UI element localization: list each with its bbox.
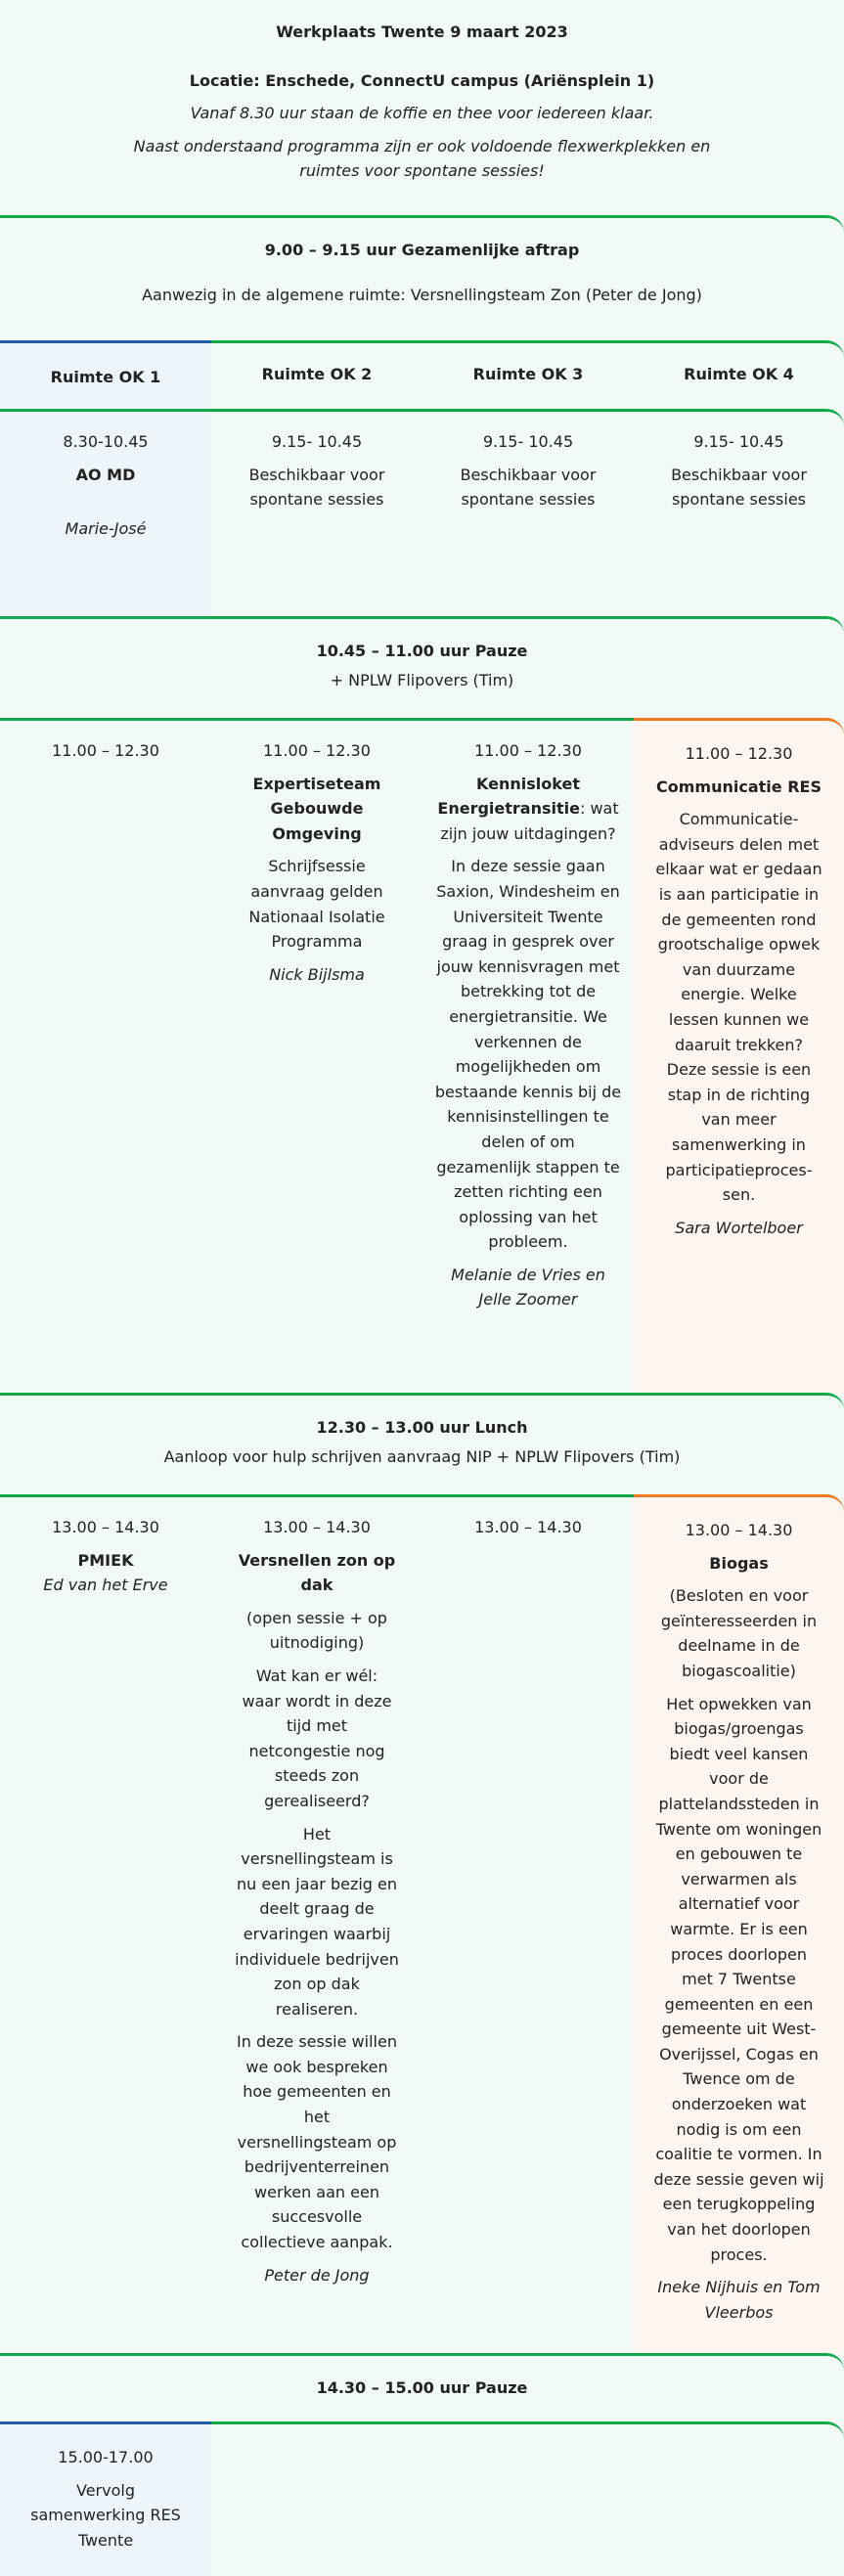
session-subtitle: (Besloten en voor geïnteresseerden in deelname in de biogascoalitie)	[660, 1586, 818, 1680]
session-time: 9.15- 10.45	[482, 432, 574, 451]
room-header-4: Ruimte OK 4	[684, 365, 794, 383]
opening-section	[0, 215, 844, 340]
session-pmiek	[0, 1497, 211, 2353]
room-header-1: Ruimte OK 1	[0, 340, 211, 409]
session-title: Expertiseteam Gebouwde Omgeving	[252, 774, 381, 843]
session-time: 11.00 – 12.30	[474, 741, 582, 760]
session-person: Marie-José	[65, 519, 147, 539]
intro-section	[0, 0, 844, 215]
opening-text: Aanwezig in de algemene ruimte: Versnellingsteam Zon (Peter de Jong)	[142, 285, 702, 304]
block-late-afternoon	[0, 2421, 844, 2576]
session-text: Beschikbaar voor spontane sessies	[671, 465, 807, 510]
session-spontaneous-4	[634, 412, 844, 616]
pause-1-text: + NPLW Flipovers (Tim)	[330, 670, 514, 689]
session-person: Melanie de Vries en Jelle Zoomer	[451, 1265, 605, 1310]
empty-area	[211, 2424, 844, 2576]
session-time: 15.00-17.00	[58, 2448, 154, 2466]
session-text: Vervolg samenwerking RES Twente	[30, 2480, 181, 2550]
lunch-text: Aanloop voor hulp schrijven aanvraag NIP + NPLW Flipovers (Tim)	[163, 1446, 681, 1466]
session-title: PMIEK	[77, 1550, 134, 1570]
session-time: 11.00 – 12.30	[52, 741, 159, 760]
session-paragraph-1: Wat kan er wél: waar wordt in deze tijd met netcongestie nog steeds zon gerealiseerd?	[242, 1666, 392, 1810]
session-title: Communicatie RES	[656, 777, 822, 796]
block-late-morning	[0, 718, 844, 1393]
session-person: Sara Wortelboer	[675, 1218, 803, 1237]
room-header-3: Ruimte OK 3	[472, 365, 584, 383]
session-person: Ineke Nijhuis en Tom Vleerbos	[657, 2278, 821, 2322]
block-morning	[0, 409, 844, 616]
session-title-line	[432, 772, 624, 847]
page-title: Werkplaats Twente 9 maart 2023	[276, 22, 568, 41]
session-ao-md	[0, 412, 211, 616]
pause-1-title: 10.45 – 11.00 uur Pauze	[316, 642, 528, 660]
session-title-rest: : wat zijn jouw uitdagingen?	[440, 799, 619, 843]
session-expertiseteam	[211, 721, 422, 1393]
session-res-twente	[0, 2421, 211, 2576]
session-time: 9.15- 10.45	[271, 432, 363, 451]
lunch-section	[0, 1393, 844, 1494]
session-title: Kennisloket Energietransitie	[437, 774, 580, 819]
session-text: In deze sessie gaan Saxion, Windesheim en Universiteit Twente graag in gesprek over jouw kennisvragen met betrekking tot de energietransitie. We verkennen de mogelijkheden om bestaande kennis bij de kennisinstellingen te delen of om gezamenlijk stappen te zetten richting een oplossing van het probleem.	[434, 857, 622, 1252]
location: Locatie: Enschede, ConnectU campus (Ariënsplein 1)	[189, 70, 655, 90]
session-text: Het opwekken van biogas/groengas biedt veel kansen voor de plattelandssteden in Twente om woningen en gebouwen te verwarmen als alternatief voor warmte. Er is een proces doorlopen met 7 Twentse gemeenten en een gemeente uit West-Overijssel, Cogas en Twence om de onderzoeken wat nodig is om een coalitie te vormen. In deze sessie geven wij een terugkoppeling van het doorlopen proces.	[653, 1694, 824, 2264]
session-person: Ed van het Erve	[43, 1576, 168, 1595]
opening-title: 9.00 – 9.15 uur Gezamenlijke aftrap	[264, 241, 580, 259]
session-title: Biogas	[709, 1553, 769, 1573]
session-person: Nick Bijlsma	[269, 964, 365, 984]
session-time: 11.00 – 12.30	[685, 744, 793, 763]
session-spontaneous-2	[211, 412, 422, 616]
session-text: Beschikbaar voor spontane sessies	[460, 465, 597, 510]
session-time: 11.00 – 12.30	[263, 741, 371, 760]
session-person: Peter de Jong	[264, 2265, 370, 2285]
session-title: Versnellen zon op dak	[238, 1550, 396, 1595]
session-empty-1	[0, 721, 211, 1393]
session-text: Schrijfsessie aanvraag gelden Nationaal Isolatie Programma	[248, 857, 385, 952]
session-zon-op-dak	[211, 1497, 422, 2353]
coffee-note: Vanaf 8.30 uur staan de koffie en thee voor iedereen klaar.	[190, 104, 654, 123]
lunch-title: 12.30 – 13.00 uur Lunch	[316, 1418, 528, 1437]
session-time: 13.00 – 14.30	[685, 1521, 793, 1539]
session-time: 13.00 – 14.30	[474, 1518, 582, 1536]
pause-2-title: 14.30 – 15.00 uur Pauze	[316, 2378, 528, 2397]
room-header-2: Ruimte OK 2	[261, 365, 373, 383]
session-text: Beschikbaar voor spontane sessies	[248, 465, 385, 510]
session-paragraph-2: Het versnellingsteam is nu een jaar bezig en deelt graag de ervaringen waarbij individuele bedrijven zon op dak realiseren.	[235, 1824, 399, 2019]
session-biogas	[634, 1494, 844, 2353]
session-time: 13.00 – 14.30	[263, 1518, 371, 1536]
session-subtitle: (open sessie + op uitnodiging)	[246, 1608, 387, 1653]
block-afternoon	[0, 1494, 844, 2353]
session-spontaneous-3	[422, 412, 634, 616]
session-time: 8.30-10.45	[63, 432, 149, 451]
flex-note: Naast onderstaand programma zijn er ook voldoende flexwerkplekken en ruimtes voor spontane sessies!	[133, 136, 711, 181]
session-communicatie-res	[634, 718, 844, 1393]
session-time: 9.15- 10.45	[693, 432, 784, 451]
session-paragraph-3: In deze sessie willen we ook bespreken hoe gemeenten en het versnellingsteam op bedrijventerreinen werken aan een succesvolle collectieve aanpak.	[237, 2032, 397, 2252]
pause-1-section	[0, 616, 844, 718]
session-empty-3	[422, 1497, 634, 2353]
rooms-header	[0, 340, 844, 409]
session-title: AO MD	[75, 465, 136, 484]
pause-2-section	[0, 2353, 844, 2421]
session-kennisloket	[422, 721, 634, 1393]
session-text: Communicatie-adviseurs delen met elkaar wat er gedaan is aan participatie in de gemeenten rond grootschalige opwek van duurzame energie. Welke lessen kunnen we daaruit trekken? Deze sessie is een stap in de richting van meer samenwerking in participatieproces-sen.	[655, 810, 822, 1205]
session-time: 13.00 – 14.30	[52, 1518, 159, 1536]
